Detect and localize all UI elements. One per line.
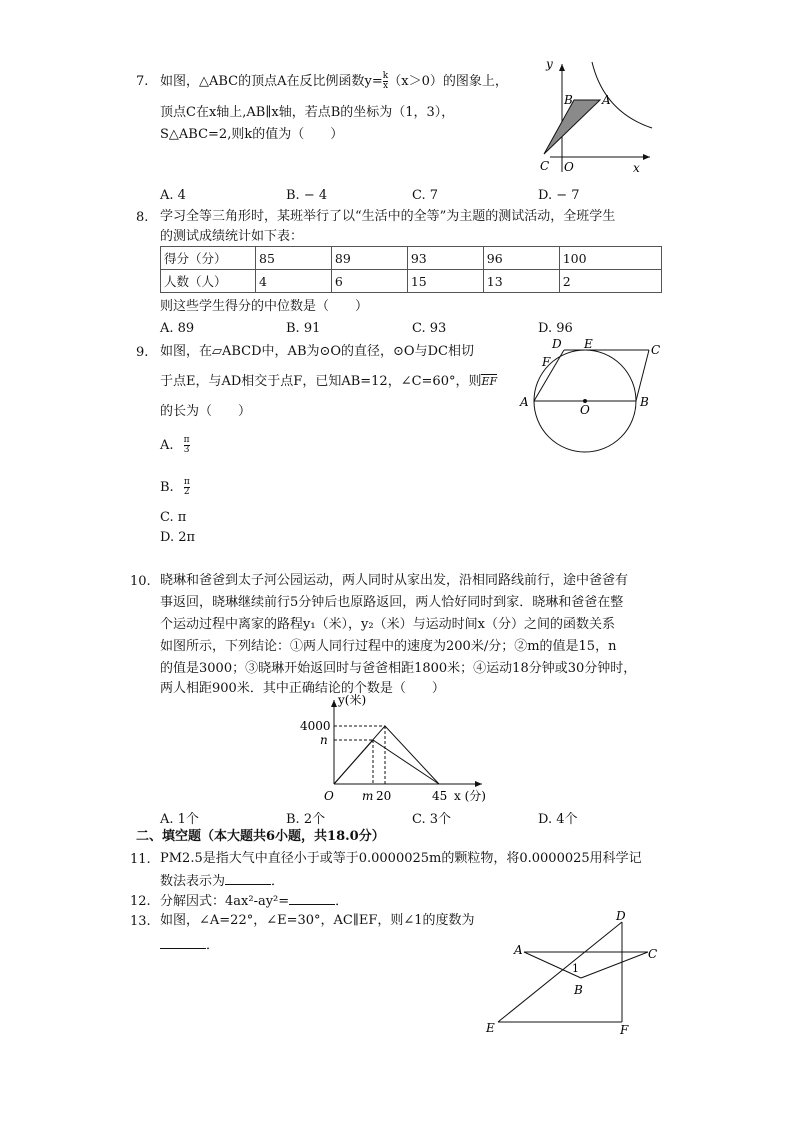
q13-number: 13. — [130, 914, 151, 929]
table-cell: 4 — [256, 270, 332, 293]
q12-number: 12. — [130, 894, 151, 909]
q9-option-b-frac — [184, 478, 190, 497]
q10-line-y2 — [334, 740, 439, 784]
q13-answer-blank[interactable] — [160, 936, 206, 949]
q10-line3: 个运动过程中离家的路程y₁（米），y₂（米）与运动时间x（分）之间的函数关系 — [160, 617, 615, 632]
q10-origin: O — [324, 789, 334, 803]
q12-tail: ． — [335, 894, 349, 909]
q9-line1: 如图，在▱ABCD中，AB为⊙O的直径，⊙O与DC相切 — [160, 344, 474, 359]
q9-figure — [514, 336, 674, 476]
q10-line4: 如图所示，下列结论：①两人同行过程中的速度为200米/分；②m的值是15，n — [160, 639, 617, 654]
q13-line1: 如图，∠A=22°，∠E=30°，AC∥EF，则∠1的度数为 — [160, 913, 475, 928]
q8-line1: 学习全等三角形时，某班举行了以“生活中的全等”为主题的测试活动，全班学生 — [160, 209, 616, 224]
q7-line3: S△ABC=2,则k的值为（ ） — [160, 127, 344, 142]
q10-y-label: y(米) — [338, 693, 367, 707]
q8-option-c[interactable]: C. 93 — [412, 321, 447, 336]
q13-label-C: C — [648, 947, 658, 961]
q11-line2 — [160, 872, 284, 891]
q11-number: 11. — [130, 852, 151, 867]
q9-option-b-label: B. — [160, 480, 174, 495]
q9-option-b-num: π — [183, 477, 190, 487]
q10-tick-45: 45 — [432, 789, 448, 803]
q12-line — [160, 892, 348, 911]
q8-number: 8. — [136, 210, 149, 225]
q9-label-C: C — [651, 343, 661, 357]
q10-option-a[interactable]: A. 1个 — [160, 812, 199, 827]
q7-option-c[interactable]: C. 7 — [412, 188, 439, 203]
q9-label-D: D — [552, 337, 562, 351]
q9-line3: 的长为（ ） — [160, 404, 252, 419]
q12-text: 分解因式：4ax²-ay²= — [160, 894, 290, 909]
q7-triangle — [544, 100, 600, 154]
q13-figure — [484, 908, 664, 1038]
q8-option-a[interactable]: A. 89 — [160, 321, 195, 336]
q10-x-arrow — [475, 781, 482, 787]
q10-tick-m: m — [362, 789, 374, 803]
q7-y-arrow — [559, 64, 565, 71]
table-cell: 96 — [483, 247, 559, 270]
q9-option-d[interactable]: D. 2π — [160, 530, 196, 545]
q9-option-a[interactable] — [160, 436, 190, 455]
table-row — [161, 247, 662, 270]
q9-line2-text: 于点E，与AD相交于点F，已知AB=12，∠C=60°，则 — [160, 374, 482, 389]
q7-number: 7. — [136, 74, 149, 89]
q8-option-d[interactable]: D. 96 — [538, 321, 573, 336]
table-cell: 人数（人） — [161, 270, 256, 293]
q7-line2: 顶点C在x轴上,AB∥x轴，若点B的坐标为（1，3）， — [160, 105, 455, 120]
section-2-heading: 二、填空题（本大题共6小题，共18.0分） — [136, 829, 385, 844]
q9-label-O: O — [580, 403, 590, 417]
table-cell: 93 — [407, 247, 483, 270]
q7-frac-den: x — [382, 81, 389, 91]
table-cell: 13 — [483, 270, 559, 293]
q11-answer-blank[interactable] — [225, 872, 271, 885]
table-cell: 15 — [407, 270, 483, 293]
q7-label-O: O — [564, 160, 574, 174]
q7-option-b[interactable]: B. − 4 — [286, 188, 328, 203]
q12-answer-blank[interactable] — [289, 892, 335, 905]
q13-label-F: F — [620, 1023, 629, 1037]
q9-option-a-label: A. — [160, 438, 174, 453]
q8-score-table — [160, 246, 662, 293]
q8-option-b[interactable]: B. 91 — [286, 321, 321, 336]
q10-tick-n: n — [320, 733, 328, 747]
q13-line-bc — [581, 952, 648, 978]
q9-label-E: E — [584, 337, 593, 351]
table-row — [161, 270, 662, 293]
q11-tail: ． — [271, 874, 285, 889]
q7-label-y: y — [546, 57, 553, 71]
q7-line1-tail: （x＞0）的图象上， — [388, 74, 508, 89]
q7-label-B: B — [564, 93, 573, 107]
q7-line1-text: 如图，△ABC的顶点A在反比例函数y= — [160, 74, 383, 89]
q11-line2-text: 数法表示为 — [160, 874, 226, 889]
q9-option-b[interactable] — [160, 478, 190, 497]
q10-line-y1 — [334, 726, 439, 784]
table-cell: 89 — [331, 247, 407, 270]
q10-tick-4000: 4000 — [300, 719, 331, 733]
q10-option-b[interactable]: B. 2个 — [286, 812, 326, 827]
q10-option-c[interactable]: C. 3个 — [412, 812, 452, 827]
q8-line2: 的测试成绩统计如下表： — [160, 229, 304, 244]
q8-line3: 则这些学生得分的中位数是（ ） — [160, 299, 369, 314]
q9-option-c[interactable]: C. π — [160, 510, 187, 525]
q7-frac-num: k — [382, 71, 389, 81]
q9-option-b-den: 2 — [183, 487, 190, 497]
q10-tick-20: 20 — [376, 789, 392, 803]
q9-arc-ef: EF — [481, 375, 498, 388]
q7-x-arrow — [643, 154, 650, 160]
table-cell: 得分（分） — [161, 247, 256, 270]
q10-line1: 晓琳和爸爸到太子河公园运动，两人同时从家出发，沿相同路线前行，途中爸爸有 — [160, 573, 629, 588]
q13-label-A: A — [514, 943, 523, 957]
q7-option-a[interactable]: A. 4 — [160, 188, 186, 203]
q13-line-ed — [498, 922, 622, 1022]
table-cell: 100 — [559, 247, 661, 270]
q9-line2 — [160, 373, 497, 391]
q7-label-x: x — [633, 161, 640, 175]
table-cell: 85 — [256, 247, 332, 270]
q10-x-label: x (分) — [454, 789, 486, 803]
q10-line2: 事返回，晓琳继续前行5分钟后也原路返回，两人恰好同时到家．晓琳和爸爸在整 — [160, 595, 624, 610]
q9-label-B: B — [640, 395, 649, 409]
q7-line1 — [160, 72, 508, 91]
q13-label-B: B — [574, 983, 583, 997]
q9-label-F: F — [542, 355, 551, 369]
q10-y-arrow — [331, 700, 337, 707]
q13-line2 — [160, 936, 219, 955]
q9-option-a-frac — [184, 436, 190, 455]
q10-figure — [296, 690, 496, 808]
q13-label-D: D — [616, 909, 626, 923]
q13-label-E: E — [486, 1021, 495, 1035]
q9-side-cb — [636, 350, 649, 401]
table-cell: 6 — [331, 270, 407, 293]
q13-label-angle1: 1 — [572, 962, 579, 975]
q10-line6: 两人相距900米．其中正确结论的个数是（ ） — [160, 681, 445, 696]
q9-option-a-den: 3 — [183, 445, 190, 455]
q7-figure — [520, 54, 660, 179]
table-cell: 2 — [559, 270, 661, 293]
q7-label-A: A — [602, 93, 611, 107]
q10-line5: 的值是3000；③晓琳开始返回时与爸爸相距1800米；④运动18分钟或30分钟时， — [160, 661, 637, 676]
q9-option-a-num: π — [183, 435, 190, 445]
q10-number: 10. — [130, 574, 151, 589]
q11-line1: PM2.5是指大气中直径小于或等于0.0000025m的颗粒物，将0.0000025用科学记 — [160, 851, 642, 866]
q13-tail: ． — [206, 938, 220, 953]
q9-label-A: A — [520, 395, 529, 409]
q9-number: 9. — [136, 345, 149, 360]
q10-option-d[interactable]: D. 4个 — [538, 812, 578, 827]
q7-hyperbola — [592, 62, 652, 128]
q7-option-d[interactable]: D. − 7 — [538, 188, 580, 203]
q7-label-C: C — [540, 159, 550, 173]
